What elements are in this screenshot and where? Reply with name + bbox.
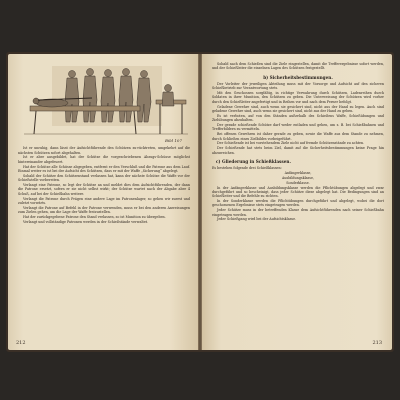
class-item: Ausbildungsklasse, xyxy=(282,176,314,180)
paragraph: Sobald der Schütze den Schützenstand verlassen hat, kann der nächste Schütze die Waffe vor der Schießstelle vorbereiten. xyxy=(18,173,190,183)
class-item: Sonderklasse. xyxy=(286,180,310,185)
right-page-column xyxy=(212,62,384,340)
paragraph: Bei offenen Gewehren ist daher gerade zu geben, sowie die Waffe aus dem Stande zu nehmen, durch Schließen eines Zielbildes vorbeigeführt. xyxy=(212,132,384,141)
paragraph: Ist er unruhig, dann lässt der Aufsichtführende den Schützen zu-rücktreten, umgekehrt auf die nächsten Schützen sofort abgehalten. xyxy=(18,146,190,155)
paragraph: Es ist verboten, auf von den Ständen außerhalb des Schießens Waffe, Schießübungen und Zielübungen abzuhalten. xyxy=(212,113,384,123)
section-heading-c: c) Gliederung in Schießklassen. xyxy=(216,158,291,164)
section-c-intro: Es bestehen folgende drei Schießklassen: xyxy=(212,166,282,171)
paragraph: Geladene Gewehre sind, auch wenn sie gesichert sind, nicht aus der Hand zu legen. Auch sind geladene Gewehre sind, auch wenn sie gesichert sind, nicht aus der Hand zu geben. xyxy=(212,104,384,113)
paragraph: Hat der zurückgegebene Patrone den Stand verlassen, so ist Munition zu übergeben. xyxy=(23,214,166,219)
paragraph: Der gerade schießende Schütze darf weder entladen und gehen, um z. B. bei Schießbahnen und Trefferbildern zu vermitteln. xyxy=(212,123,384,132)
paragraph: Der Schießende ist bei vorstehendem Ziele nicht auf fremde Schützenstände zu achten. xyxy=(217,141,365,146)
paragraph: Verlangt die Patrone durch Prägen eine andere Lage im Patronenlager, so gehen wir zuerst und zuletzt vorwärts. xyxy=(18,196,190,205)
illustration-shooting-instruction xyxy=(22,62,190,138)
illustration-drawing xyxy=(22,62,190,138)
page-number: 213 xyxy=(372,340,382,346)
left-page xyxy=(8,54,198,350)
page-number: 212 xyxy=(16,340,26,346)
section-heading-b: b) Sicherheitsbestimmungen. xyxy=(263,74,333,80)
paragraph: Verlangt eine Patrone, so legt der Schütze an und meldet dies dem Aufsichtführenden, der dann die Patrone ersetzt, sofern er sie nicht selbst wirkt; der Schütze wartet nach der Abgabe aber 4 Schuß, auf bei der Schießbahn weitere. xyxy=(18,183,190,196)
paragraph: Mit den Geschossen sorgfältig, in richtige Verwahrung durch Schützen, Ladenreihen durch Soldaten in ihrer Munition, den Schützen zu geben. Die Unterweisung der Schützen wird vorher durch den Schießleiter angefertigt und in Reihen vor und nach dem Ferner befolgt. xyxy=(212,91,384,104)
paragraph: Jeder Schütze muss in der betreffenden Klasse dem Aufsichtführenden nach seiner Schießbahn eingetragen werden. xyxy=(212,208,384,217)
intro-paragraph: Sobald nach dem Schießen sind die Ziele eingestellen, damit die Trefferergebnisse sofort werden, und der Schießleiter die einzelnen Lagen des Schützen festgestellt. xyxy=(212,62,384,71)
paragraph: Der Schießende hat stets beim Ziel, damit auf die Sicherheitsbestimmungen keine Frage hin abzuweichen. xyxy=(212,146,384,155)
paragraph: In der Sonderklasse werden die Pflichtübungen durchgeführt und abgelegt, wobei die dort geschossenen Ergebnisse stets eingetragen werden. xyxy=(212,199,384,208)
paragraph: Der Vorleiter der jeweiligen Abteilung muss mit der Vorsorge und Aufsicht auf den sicheren Schießbetrieb zur Verantwortung stets. xyxy=(212,82,384,91)
class-item: Anfängerklasse, xyxy=(284,171,312,176)
left-page-column xyxy=(18,62,190,340)
paragraph: Verlangt die Patrone auf Befehl in der Patrone verwenden, muss er bei den anderen Anweisungen zum Zielen gehen, um die Lage der Waffe festzustellen. xyxy=(18,205,190,215)
paragraph: Verlangt und vollständige Patronen werden in der Schießstände verwaltet. xyxy=(23,219,149,224)
figure-caption: Bild 107 xyxy=(165,138,182,143)
open-book xyxy=(6,52,394,352)
paragraph: Jeder Schießgang wird bei der Aufsichtsklasse. xyxy=(217,217,297,222)
paragraph: In der Anfängerklasse und Ausbildungsklasse werden die Pflichtübungen abgelegt und zwar durchgeführt und so bescheinigt, dass jeder Schütze diese abgelegt hat. Die Bedingungen sind an Schießleiter und die Befehle zu richten. xyxy=(212,185,384,199)
paragraph: Hat der Schütze alle Schüsse abgegeben, entfernt er den Verschluß und die Patrone aus dem Lauf. Einmal weiter es ist bei der Aufsicht des Schützen, dass er mit der Waffe „Sicherung“ abgelegt. xyxy=(18,164,190,173)
right-page xyxy=(202,54,392,350)
paragraph: Ist er aber ausgebildet, hat der Schütze die vorgeschriebenen Abzugs-Schüsse möglichst hintereinander abgefeuert. xyxy=(18,155,190,164)
